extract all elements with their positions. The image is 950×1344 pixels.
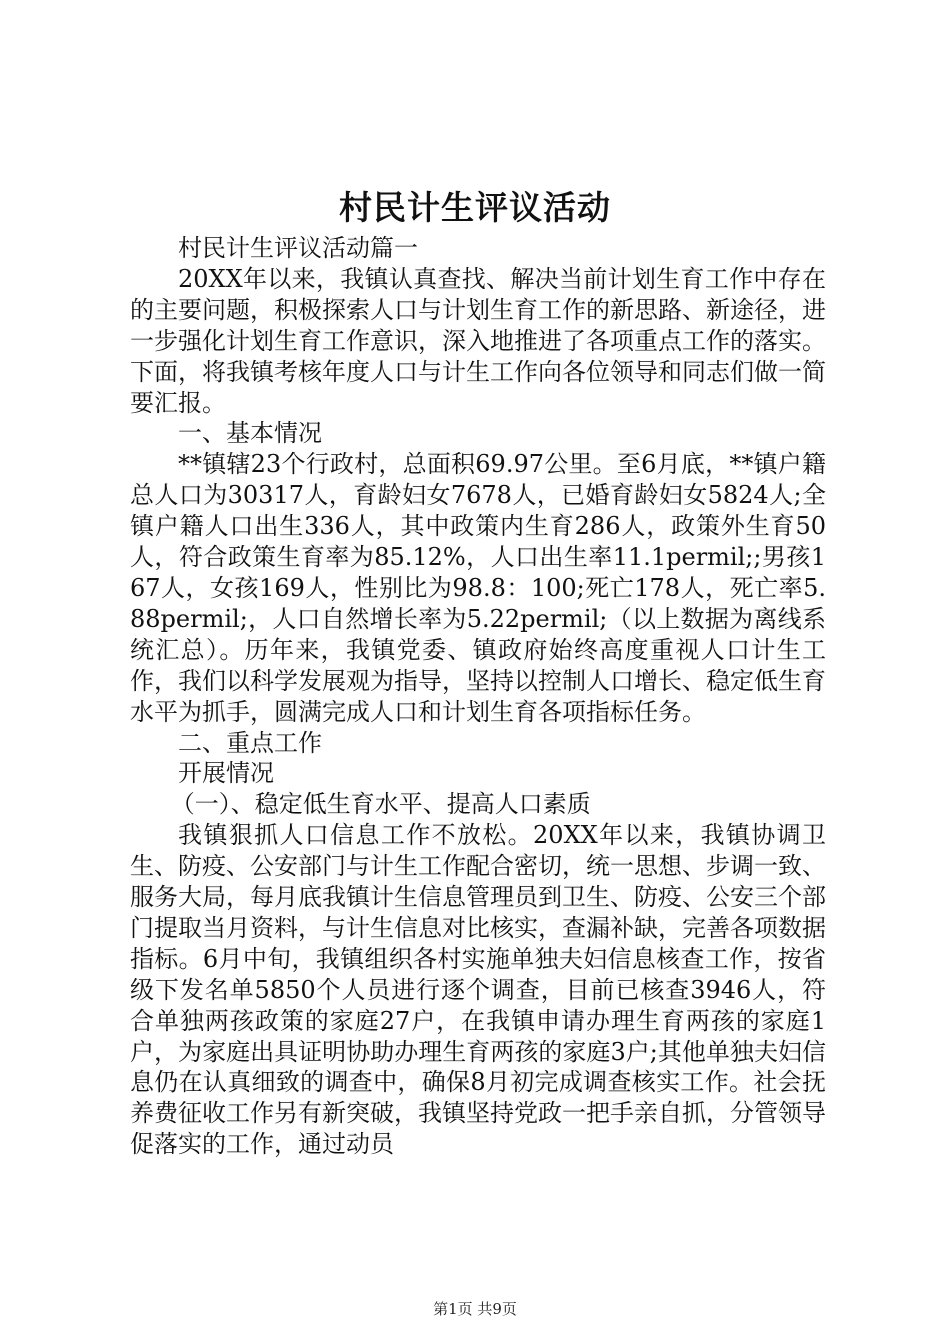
basic-info-paragraph: **镇辖23个行政村，总面积69.97公里。至6月底，**镇户籍总人口为30317人，育龄妇女7678人，已婚育龄妇女5824人;全镇户籍人口出生336人，其中政策内生育286人，政策外生育50人，符合政策生育率为85.12%，人口出生率11.1permil;;男孩167人，女孩169人，性别比为98.8：100;死亡178人，死亡率5.88permil;，人口自然增长率为5.22permil;（以上数据为离线系统汇总）。历年来，我镇党委、镇政府始终高度重视人口计生工作，我们以科学发展观为指导，坚持以控制人口增长、稳定低生育水平为抓手，圆满完成人口和计划生育各项指标任务。 [130,450,826,726]
intro-paragraph: 20XX年以来，我镇认真查找、解决当前计划生育工作中存在的主要问题，积极探索人口与计划生育工作的新思路、新途径，进一步强化计划生育工作意识，深入地推进了各项重点工作的落实。下面，将我镇考核年度人口与计生工作向各位领导和同志们做一简要汇报。 [130,264,826,417]
population-info-paragraph: 我镇狠抓人口信息工作不放松。20XX年以来，我镇协调卫生、防疫、公安部门与计生工作配合密切，统一思想、步调一致、服务大局，每月底我镇计生信息管理员到卫生、防疫、公安三个部门提取当月资料，与计生信息对比核实，查漏补缺，完善各项数据指标。6月中旬，我镇组织各村实施单独夫妇信息核查工作，按省级下发名单5850个人员进行逐个调查，目前已核查3946人，符合单独两孩政策的家庭27户，在我镇申请办理生育两孩的家庭1户，为家庭出具证明协助办理生育两孩的家庭3户;其他单独夫妇信息仍在认真细致的调查中，确保8月初完成调查核实工作。社会抚养费征收工作另有新突破，我镇坚持党政一把手亲自抓，分管领导促落实的工作，通过动员 [130,821,826,1159]
document-title: 村民计生评议活动 [339,188,611,227]
section-heading-key-work: 二、重点工作 [178,728,322,757]
section-subtitle: 村民计生评议活动篇一 [178,234,418,262]
section-heading-basic: 一、基本情况 [178,419,322,448]
document-body [130,233,826,1160]
subsection-heading-1: （一）、稳定低生育水平、提高人口素质 [170,790,591,819]
section-heading-progress: 开展情况 [178,759,274,788]
page-number: 第1页 共9页 [433,1300,517,1318]
